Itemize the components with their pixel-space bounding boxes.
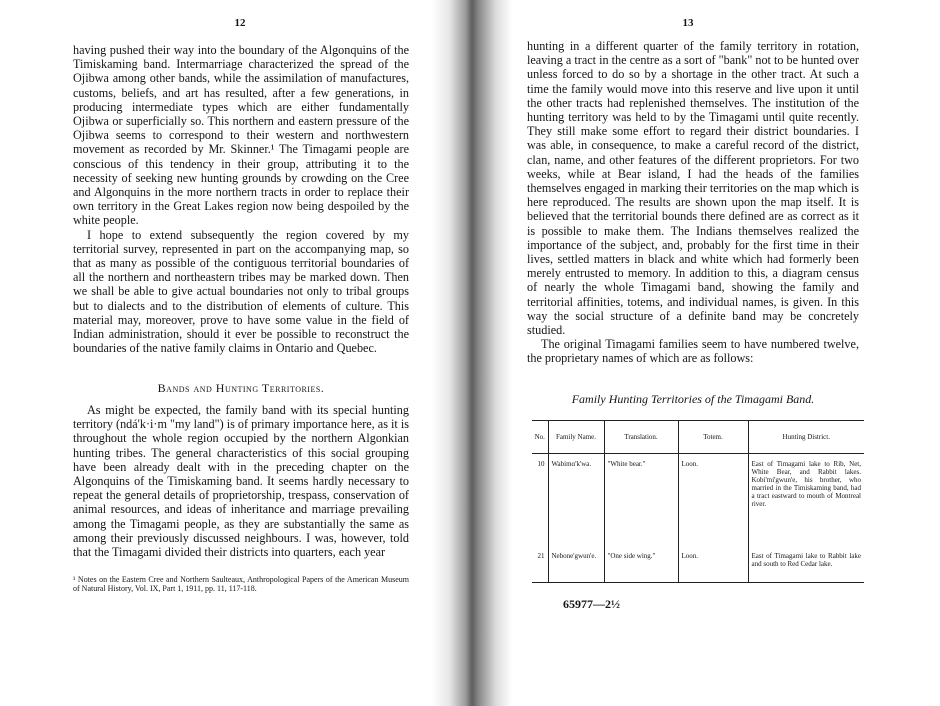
table-cell: 21 [532, 546, 548, 583]
column-header: Hunting District. [748, 421, 864, 454]
table-cell: "One side wing." [604, 546, 678, 583]
table-row [532, 454, 864, 533]
page-number: 13 [682, 17, 694, 29]
body-text-bottom [73, 403, 409, 559]
table-cell: "White bear." [604, 454, 678, 533]
table-spacer-row [532, 532, 864, 546]
printer-signature: 65977—2½ [563, 597, 620, 611]
paragraph: hunting in a different quarter of the family territory in rotation, leaving a tract in the centre as a sort of "bank" not to be hunted over unless forced to do so by a shortage in the other tract. At such a time the family would move into this reserve and live upon it until the other tracts had replenished themselves. The institution of the hunting territory was held to by the Timagami until quite recently. They still make some effort to regard their district boundaries. I was able, in consequence, to make a careful record of the district, clan, name, and other features of the different proprietors. For two weeks, while at Bear island, I had the heads of the families themselves engaged in marking their territories on the map which is here reproduced. The results are shown upon the map itself. It is believed that the territorial bounds there defined are as correct as it is possible to make them. The Indians themselves realized the importance of the subject, and, probably for the first time in their lives, settled matters in black and white which had formerly been merely entrusted to memory. In addition to this, a diagram census of nearly the whole Timagami band, showing the family and territorial affinities, totems, and individual names, is given. In this way the social structure of a definite band may be concretely studied. [527, 39, 859, 338]
column-header: Totem. [678, 421, 748, 454]
paragraph: having pushed their way into the boundary of the Algonquins of the Timiskaming band. Intermarriage characterized the spread of the Ojibwa among other bands, while the assimilation of manufactures, customs, beliefs, and art has resulted, after a few generations, in producing intermediate types which are either fundamentally Ojibwa or superficially so. This northern and eastern pressure of the Ojibwa seems to correspond to their western and northwestern movement as recorded by Mr. Skinner.¹ The Timagami people are conscious of this tendency in their group, attributing it to the necessity of seeking new hunting grounds by crowding on the Cree and Algonquins in the more northern tracts in order to replace their own territory in the Great Lakes region now being despoiled by the white people. [73, 43, 409, 228]
paragraph: As might be expected, the family band with its special hunting territory (ndá'k·i·m "my land") is of primary importance here, as it is throughout the whole region occupied by the northern Algonkian hunting tribes. The general characteristics of this social grouping have been already dealt with in the preceding chapter on the Algonquins of the Timiskaming band. It seems hardly necessary to repeat the general details of proprietorship, trespass, conservation of animal resources, and ideas of inheritance and marriage prevailing among the Timagami people, as they are substantially the same as among their previously discussed neighbours. I was, however, told that the Timagami divided their districts into quarters, each year [73, 403, 409, 560]
hunting-territories-table [532, 420, 864, 583]
table-cell: 10 [537, 460, 545, 468]
table-cell: East of Timagami lake to Rabbit lake and south to Red Cedar lake. [748, 546, 864, 583]
page-number: 12 [234, 17, 246, 29]
table-cell: Loon. [678, 546, 748, 583]
body-text [527, 39, 859, 366]
table-cell: Loon. [678, 454, 748, 533]
right-page [490, 0, 940, 706]
column-header: No. [532, 421, 548, 454]
column-header: Family Name. [548, 421, 604, 454]
table-cell: Wabimɑ'k'wa. [548, 454, 604, 533]
paragraph: The original Timagami families seem to have numbered twelve, the proprietary names of which are as follows: [527, 337, 859, 366]
section-heading: Bands and Hunting Territories. [157, 381, 325, 395]
left-page [0, 0, 460, 706]
table-cell: Nebone'gwun'e. [548, 546, 604, 583]
paragraph: I hope to extend subsequently the region covered by my territorial survey, represented in part on the accompanying map, so that as many as possible of the contiguous territorial boundaries of all the northern and northeastern tribes may be marked down. Then we shall be able to give actual boundaries not only to tribal groups but to dialects and to the distribution of elements of culture. This material may, moreover, prove to have some value in the field of Indian administration, should it ever be possible to reconstruct the boundaries of the native family claims in Ontario and Quebec. [73, 227, 409, 356]
table-title: Family Hunting Territories of the Timagami Band. [571, 392, 815, 406]
column-header: Translation. [604, 421, 678, 454]
table-cell: East of Timagami lake to Rib, Net, White Bear, and Rabbit lakes. Kobi'mi'gwun'e, his brother, who married in the Timiskaming band, had a tract eastward to mouth of Montreal river. [748, 454, 864, 533]
table-header-row [532, 421, 864, 454]
table-row [532, 546, 864, 583]
body-text-top [73, 43, 409, 355]
footnote: ¹ Notes on the Eastern Cree and Northern Saulteaux, Anthropological Papers of the American Museum of Natural History, Vol. IX, Part 1, 1911, pp. 11, 117-118. [73, 575, 409, 593]
